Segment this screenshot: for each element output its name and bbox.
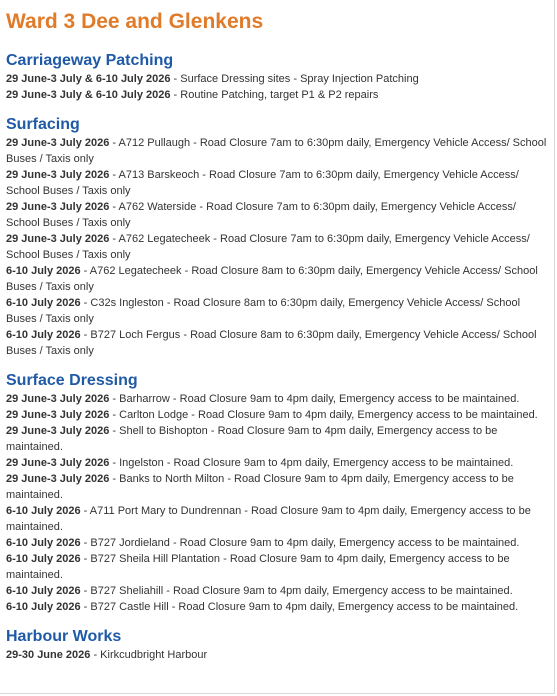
entry-text: - A762 Legatecheek - Road Closure 7am to 6:30pm daily, Emergency Vehicle Access/ School Buses / Taxis only <box>6 233 530 261</box>
entry-date: 29 June-3 July 2026 <box>6 137 110 149</box>
entry-date: 29 June-3 July 2026 <box>6 233 110 245</box>
section-surfacing <box>6 115 548 359</box>
entry-date: 29 June-3 July 2026 <box>6 201 110 213</box>
entry-text: - Ingelston - Road Closure 9am to 4pm daily, Emergency access to be maintained. <box>109 457 514 469</box>
section-heading: Harbour Works <box>6 628 122 645</box>
entry-text: - B727 Sheliahill - Road Closure 9am to 4pm daily, Emergency access to be maintained. <box>80 585 513 597</box>
list-item <box>6 455 548 471</box>
section-heading: Carriageway Patching <box>6 52 174 69</box>
section-heading: Surfacing <box>6 116 80 133</box>
entry-text: - A762 Waterside - Road Closure 7am to 6:30pm daily, Emergency Vehicle Access/ School Buses / Taxis only <box>6 201 516 229</box>
entry-date: 29 June-3 July & 6-10 July 2026 <box>6 89 171 101</box>
list-item <box>6 503 548 535</box>
entry-date: 6-10 July 2026 <box>6 505 81 517</box>
list-item <box>6 87 548 103</box>
list-item <box>6 423 548 455</box>
entry-text: - Carlton Lodge - Road Closure 9am to 4pm daily, Emergency access to be maintained. <box>109 409 538 421</box>
entry-text: - Barharrow - Road Closure 9am to 4pm daily, Emergency access to be maintained. <box>109 393 520 405</box>
entry-date: 6-10 July 2026 <box>6 601 81 613</box>
entry-date: 6-10 July 2026 <box>6 329 81 341</box>
entry-date: 29 June-3 July 2026 <box>6 169 110 181</box>
list-item <box>6 599 548 615</box>
entry-text: - A713 Barskeoch - Road Closure 7am to 6:30pm daily, Emergency Vehicle Access/ School Buses / Taxis only <box>6 169 519 197</box>
entry-date: 29 June-3 July 2026 <box>6 409 110 421</box>
page-title: Ward 3 Dee and Glenkens <box>6 10 264 33</box>
entry-date: 6-10 July 2026 <box>6 265 81 277</box>
entry-date: 29 June-3 July & 6-10 July 2026 <box>6 73 171 85</box>
entry-date: 29 June-3 July 2026 <box>6 457 110 469</box>
entry-text: - Routine Patching, target P1 & P2 repairs <box>170 89 379 101</box>
entry-date: 6-10 July 2026 <box>6 585 81 597</box>
list-item <box>6 551 548 583</box>
list-item <box>6 535 548 551</box>
list-item <box>6 647 548 663</box>
entry-text: - Banks to North Milton - Road Closure 9am to 4pm daily, Emergency access to be maintained. <box>6 473 514 501</box>
list-item <box>6 295 548 327</box>
list-item <box>6 135 548 167</box>
section-carriageway-patching <box>6 51 548 103</box>
list-item <box>6 407 548 423</box>
entry-date: 6-10 July 2026 <box>6 553 81 565</box>
entry-text: - B727 Loch Fergus - Road Closure 8am to 6:30pm daily, Emergency Vehicle Access/ School Buses / Taxis only <box>6 329 537 357</box>
list-item <box>6 391 548 407</box>
list-item <box>6 199 548 231</box>
entry-text: - Surface Dressing sites - Spray Injection Patching <box>170 73 419 85</box>
entry-text: - B727 Jordieland - Road Closure 9am to 4pm daily, Emergency access to be maintained. <box>80 537 520 549</box>
entry-date: 29-30 June 2026 <box>6 649 91 661</box>
entry-text: - C32s Ingleston - Road Closure 8am to 6:30pm daily, Emergency Vehicle Access/ School Buses / Taxis only <box>6 297 521 325</box>
list-item <box>6 263 548 295</box>
list-item <box>6 471 548 503</box>
list-item <box>6 231 548 263</box>
entry-text: - B727 Sheila Hill Plantation - Road Closure 9am to 4pm daily, Emergency access to be maintained. <box>6 553 510 581</box>
list-item <box>6 71 548 87</box>
entry-text: - Shell to Bishopton - Road Closure 9am to 4pm daily, Emergency access to be maintained. <box>6 425 498 453</box>
entry-text: - A711 Port Mary to Dundrennan - Road Closure 9am to 4pm daily, Emergency access to be maintained. <box>6 505 531 533</box>
entry-date: 6-10 July 2026 <box>6 297 81 309</box>
list-item <box>6 167 548 199</box>
section-harbour-works <box>6 627 548 663</box>
entry-date: 6-10 July 2026 <box>6 537 81 549</box>
entry-text: - Kirkcudbright Harbour <box>90 649 208 661</box>
entry-date: 29 June-3 July 2026 <box>6 473 110 485</box>
list-item <box>6 583 548 599</box>
entry-text: - B727 Castle Hill - Road Closure 9am to 4pm daily, Emergency access to be maintained. <box>80 601 519 613</box>
section-surface-dressing <box>6 371 548 615</box>
section-heading: Surface Dressing <box>6 372 138 389</box>
entry-date: 29 June-3 July 2026 <box>6 425 110 437</box>
list-item <box>6 327 548 359</box>
entry-text: - A762 Legatecheek - Road Closure 8am to 6:30pm daily, Emergency Vehicle Access/ School Buses / Taxis only <box>6 265 538 293</box>
entry-date: 29 June-3 July 2026 <box>6 393 110 405</box>
entry-text: - A712 Pullaugh - Road Closure 7am to 6:30pm daily, Emergency Vehicle Access/ School Buses / Taxis only <box>6 137 547 165</box>
